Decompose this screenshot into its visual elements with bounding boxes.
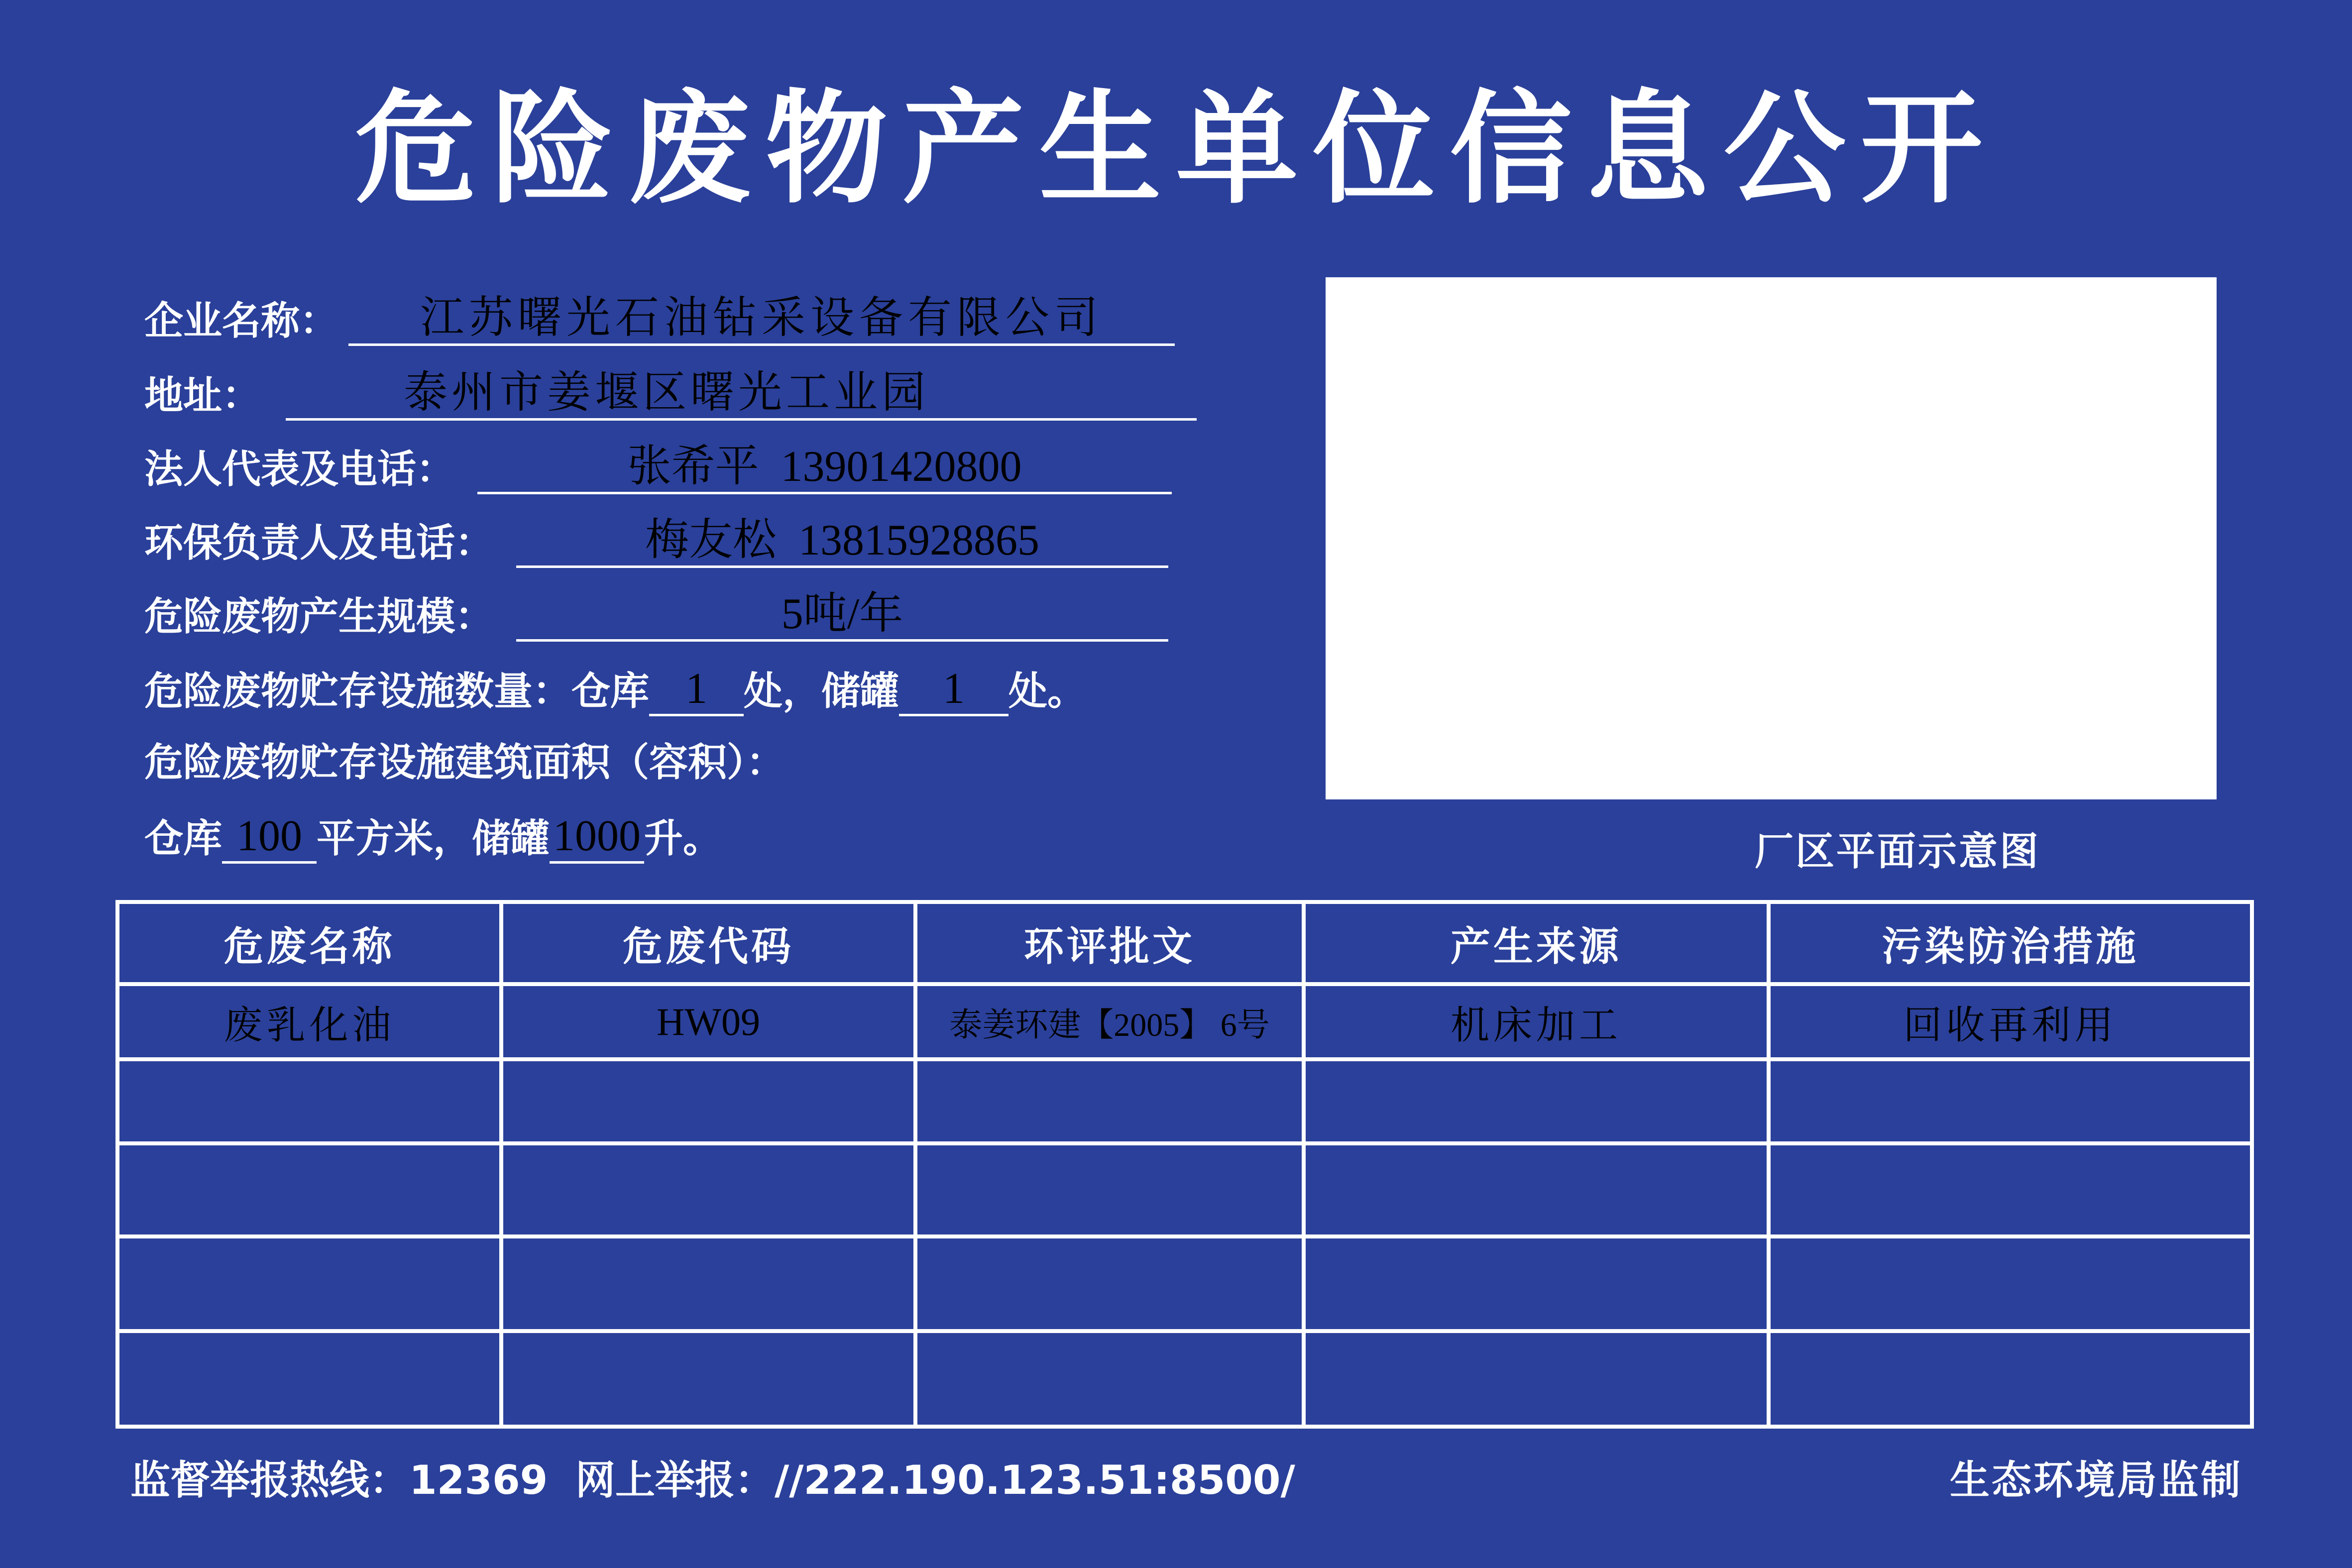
scale-label: 危险废物产生规模： <box>144 594 494 639</box>
warehouse-area: 100 <box>222 811 317 864</box>
area-warehouse-label: 仓库 <box>144 816 223 861</box>
table-row <box>117 1059 2252 1143</box>
legal-row <box>144 442 1172 494</box>
header-prevention: 污染防治措施 <box>1769 902 2252 984</box>
table-cell <box>501 1331 915 1427</box>
header-source: 产生来源 <box>1304 902 1769 984</box>
cell-prevention: 回收再利用 <box>1769 984 2252 1059</box>
table-cell <box>1769 1143 2252 1236</box>
area-mid-label: 平方米，储罐 <box>317 816 550 861</box>
table-cell <box>915 1059 1304 1143</box>
table-cell <box>117 1143 501 1236</box>
header-waste-name: 危废名称 <box>117 902 501 984</box>
header-waste-code: 危废代码 <box>501 902 915 984</box>
area-end-label: 升。 <box>644 816 722 861</box>
facility-count-row <box>144 664 1086 716</box>
tank-volume: 1000 <box>550 811 644 864</box>
table-cell <box>117 1059 501 1143</box>
company-label: 企业名称： <box>144 299 339 343</box>
table-row <box>117 1143 2252 1236</box>
table-cell <box>1769 1331 2252 1427</box>
table-cell <box>117 1236 501 1331</box>
address-value: 泰州市姜堰区曙光工业园 <box>286 368 1197 421</box>
env-label: 环保负责人及电话： <box>144 521 494 565</box>
table-row <box>117 1331 2252 1427</box>
area-label-row <box>144 738 785 787</box>
table-cell <box>117 1331 501 1427</box>
table-cell <box>1304 1143 1769 1236</box>
legal-value: 张希平 13901420800 <box>477 442 1172 494</box>
table-cell <box>1769 1059 2252 1143</box>
site-plan-image <box>1326 277 2217 799</box>
table-cell <box>1304 1331 1769 1427</box>
cell-eia-approval: 泰姜环建【2005】 6号 <box>915 984 1304 1059</box>
env-row <box>144 516 1168 568</box>
cell-waste-name: 废乳化油 <box>117 984 501 1059</box>
table-cell <box>1304 1059 1769 1143</box>
facility-end-label: 处。 <box>1008 669 1087 714</box>
area-label: 危险废物贮存设施建筑面积（容积）： <box>144 740 785 785</box>
table-cell <box>501 1236 915 1331</box>
header-eia-approval: 环评批文 <box>915 902 1304 984</box>
issuer-label: 生态环境局监制 <box>1950 1457 2242 1503</box>
site-plan-caption: 厂区平面示意图 <box>1755 829 2041 874</box>
table-cell <box>915 1236 1304 1331</box>
company-value: 江苏曙光石油钻采设备有限公司 <box>348 294 1175 346</box>
scale-row <box>144 589 1168 642</box>
company-row <box>144 294 1175 346</box>
address-label: 地址： <box>144 373 261 418</box>
facility-mid-label: 处，储罐 <box>744 669 899 714</box>
tank-count: 1 <box>899 664 1008 716</box>
env-value: 梅友松 13815928865 <box>516 516 1168 568</box>
cell-waste-code: HW09 <box>501 984 915 1059</box>
report-hotline: 监督举报热线：12369 网上举报：//222.190.123.51:8500/ <box>130 1457 1295 1503</box>
area-row <box>144 811 722 864</box>
table-cell <box>915 1143 1304 1236</box>
address-row <box>144 368 1197 421</box>
table-cell <box>501 1143 915 1236</box>
table-cell <box>1769 1236 2252 1331</box>
warehouse-count: 1 <box>649 664 744 716</box>
table-row <box>117 984 2252 1059</box>
scale-value: 5吨/年 <box>516 589 1168 642</box>
legal-label: 法人代表及电话： <box>144 447 455 492</box>
table-cell <box>1304 1236 1769 1331</box>
table-header-row <box>117 902 2252 984</box>
table-row <box>117 1236 2252 1331</box>
page-title: 危险废物产生单位信息公开 <box>354 78 1998 220</box>
cell-source: 机床加工 <box>1304 984 1769 1059</box>
hazardous-waste-table <box>115 900 2254 1429</box>
facility-count-label: 危险废物贮存设施数量：仓库 <box>144 669 650 714</box>
table-cell <box>501 1059 915 1143</box>
table-cell <box>915 1331 1304 1427</box>
